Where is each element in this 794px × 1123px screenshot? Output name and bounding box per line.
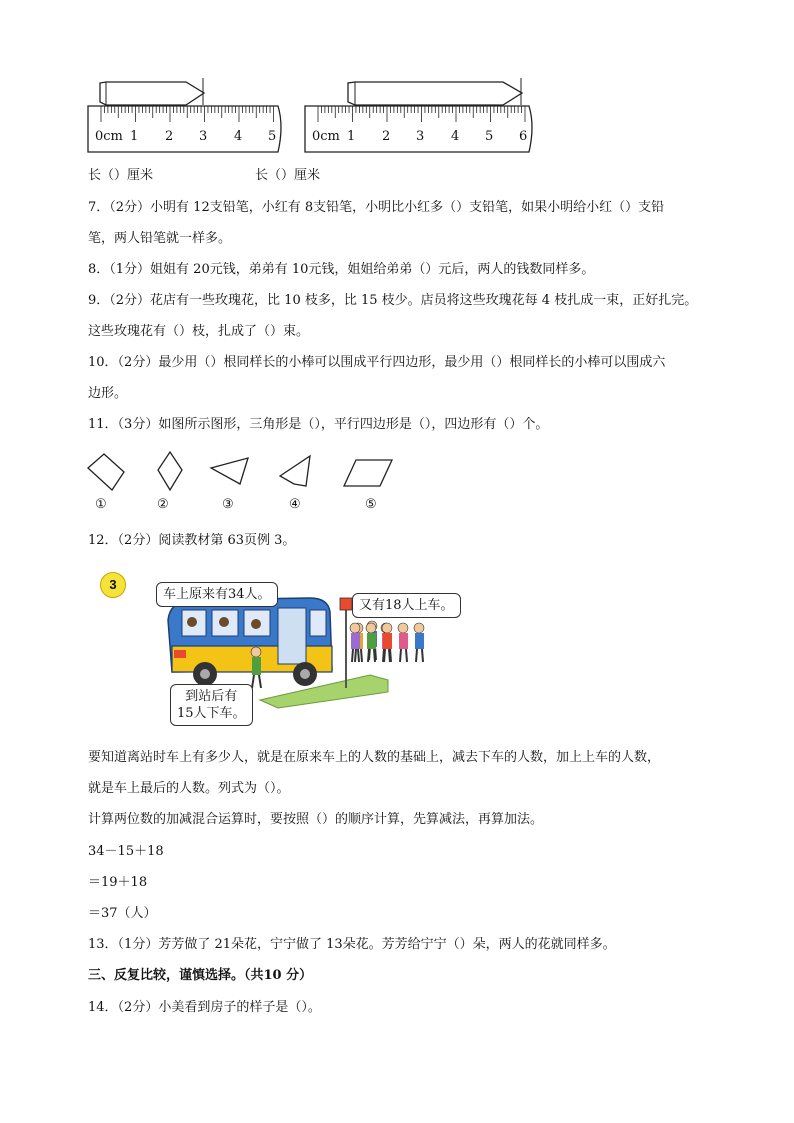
shape-4-quadrilateral xyxy=(280,456,310,486)
speech-bubble-board: 又有18人上车。 xyxy=(352,593,461,618)
q11-line1: 11．（3分）如图所示图形，三角形是（），平行四边形是（），四边形有（）个。 xyxy=(88,417,549,432)
bus-icon xyxy=(168,598,332,686)
ruler-right xyxy=(303,78,543,158)
example-badge: 3 xyxy=(100,572,126,598)
ruler-left-drawing xyxy=(86,78,286,158)
pencil-icon xyxy=(100,78,204,105)
ruler-left-tick-label: 5 xyxy=(268,129,277,144)
q12-text1: 要知道离站时车上有多少人，就是在原来车上的人数的基础上，减去下车的人数，加上上车的人数， xyxy=(88,750,661,765)
ruler-right-zero-label: 0cm xyxy=(312,129,340,144)
ruler-left-tick-label: 3 xyxy=(199,129,208,144)
shape-2-rhombus xyxy=(158,452,182,490)
children-group-icon xyxy=(345,620,440,670)
ruler-left-tick-label: 1 xyxy=(130,129,139,144)
q7-line1: 7．（2分）小明有 12支铅笔，小红有 8支铅笔，小明比小红多（）支铅笔，如果小明给小红（）支铅 xyxy=(88,200,665,215)
q12-text3: 计算两位数的加减混合运算时，要按照（）的顺序计算，先算减法，再算加法。 xyxy=(88,812,544,827)
q10-line1: 10．（2分）最少用（）根同样长的小棒可以围成平行四边形，最少用（）根同样长的小棒可以围成六 xyxy=(88,355,666,370)
speech-bubble-off xyxy=(170,684,253,726)
ruler-left xyxy=(86,78,286,158)
pencil-icon xyxy=(348,78,522,105)
ruler-right-tick-label: 6 xyxy=(519,129,528,144)
q12-line1: 12．（2分）阅读教材第 63页例 3。 xyxy=(88,533,296,548)
ruler-left-answer: 长（）厘米 xyxy=(88,168,154,183)
q8-line1: 8．（1分）姐姐有 20元钱，弟弟有 10元钱，姐姐给弟弟（）元后，两人的钱数同样多。 xyxy=(88,262,595,277)
shape-1-quadrilateral xyxy=(88,454,124,490)
q7-line2: 笔，两人铅笔就一样多。 xyxy=(88,231,232,246)
q12-calc3: ＝37（人） xyxy=(88,906,157,921)
ruler-right-answer: 长（）厘米 xyxy=(255,168,321,183)
ruler-right-tick-label: 2 xyxy=(382,129,391,144)
ruler-left-tick-label: 2 xyxy=(165,129,174,144)
q9-line2: 这些玫瑰花有（）枝，扎成了（）束。 xyxy=(88,324,310,339)
ruler-right-tick-label: 4 xyxy=(451,129,460,144)
shape-3-triangle xyxy=(211,458,248,484)
q11-shapes xyxy=(84,450,404,496)
q9-line1: 9．（2分）花店有一些玫瑰花，比 10 枝多，比 15 枝少。店员将这些玫瑰花每 4 枝扎成一束，正好扎完。 xyxy=(88,293,698,308)
ruler-right-tick-label: 1 xyxy=(347,129,356,144)
ruler-left-zero-label: 0cm xyxy=(95,129,123,144)
shape-4-label: ④ xyxy=(289,497,301,512)
shape-5-label: ⑤ xyxy=(365,497,377,512)
shape-1-label: ① xyxy=(95,497,107,512)
ruler-right-drawing xyxy=(303,78,543,158)
q12-text2: 就是车上最后的人数。列式为（）。 xyxy=(88,781,290,796)
speech-bubble-bus: 车上原来有34人。 xyxy=(156,582,278,607)
passenger-icon xyxy=(251,647,261,688)
speech-bubble-off-line2: 15人下车。 xyxy=(177,706,246,721)
q12-calc1: 34－15＋18 xyxy=(88,844,164,859)
q14-line1: 14．（2分）小美看到房子的样子是（）。 xyxy=(88,1000,321,1015)
ruler-right-tick-label: 3 xyxy=(416,129,425,144)
q10-line2: 边形。 xyxy=(88,386,128,401)
road xyxy=(260,675,388,708)
q13-line1: 13．（1分）芳芳做了 21朵花，宁宁做了 13朵花。芳芳给宁宁（）朵，两人的花就同样多。 xyxy=(88,937,616,952)
speech-bubble-off-line1: 到站后有 xyxy=(185,689,238,704)
shape-2-label: ② xyxy=(157,497,169,512)
q12-calc2: ＝19＋18 xyxy=(88,875,148,890)
shape-5-parallelogram xyxy=(344,460,392,486)
ruler-left-tick-label: 4 xyxy=(234,129,243,144)
ruler-right-tick-label: 5 xyxy=(485,129,494,144)
shape-3-label: ③ xyxy=(222,497,234,512)
section3-heading: 三、反复比较，谨慎选择。（共10 分） xyxy=(88,968,313,983)
